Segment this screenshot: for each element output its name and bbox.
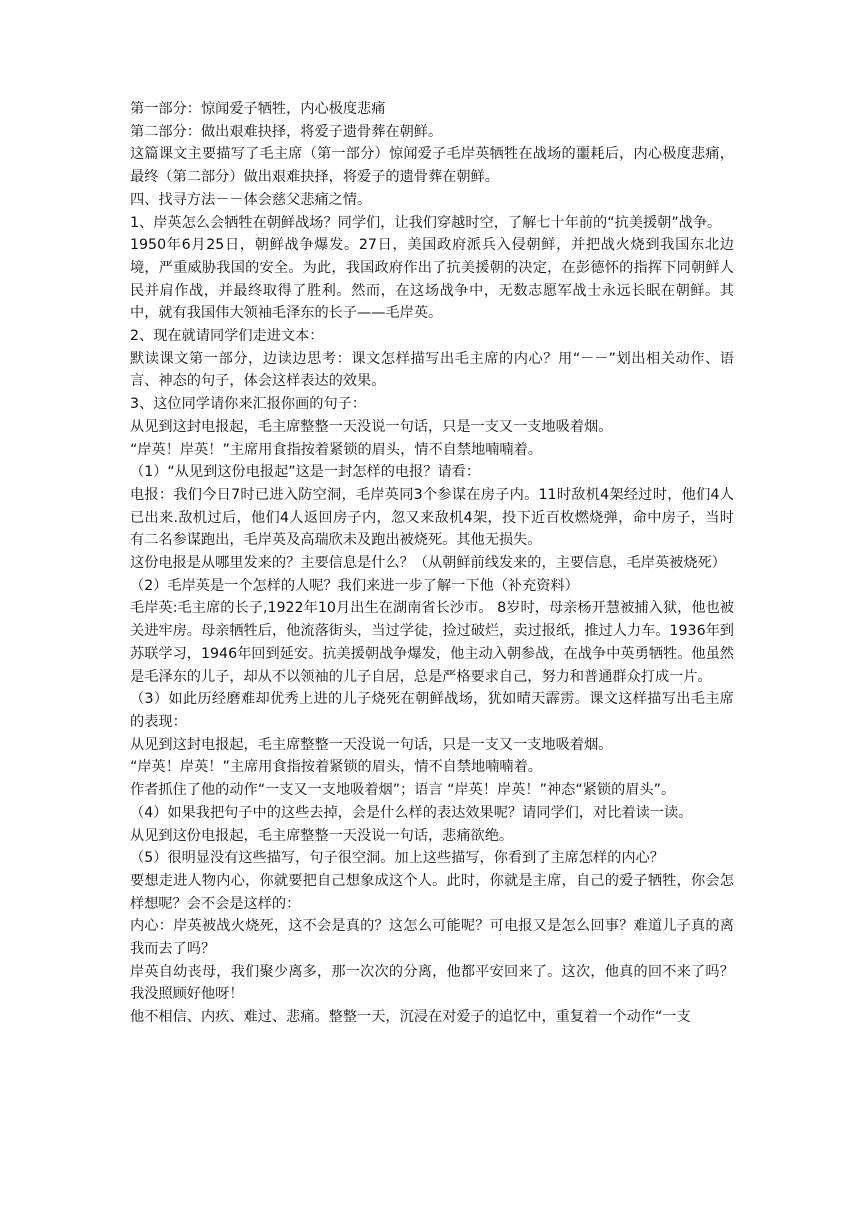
paragraph: 从见到这封电报起，毛主席整整一天没说一句话，只是一支又一支地吸着烟。 xyxy=(130,418,613,435)
paragraph: 岸英自幼丧母，我们聚少离多，那一次次的分离，他都平安回来了。这次，他真的回不来了吗？我没照顾好他呀！ xyxy=(130,963,734,1003)
paragraph: 1950年6月25日，朝鲜战争爆发。27日，美国政府派兵入侵朝鲜，并把战火烧到我国东北边境，严重威胁我国的安全。为此，我国政府作出了抗美援朝的决定，在彭德怀的指挥下同朝鲜人民并肩作战，并最终取得了胜利。然而，在这场战争中，无数志愿军战士永远长眠在朝鲜。其中，就有我国伟大领袖毛泽东的长子——毛岸英。 xyxy=(130,237,734,322)
paragraph: 这份电报是从哪里发来的？主要信息是什么？（从朝鲜前线发来的，主要信息，毛岸英被烧死） xyxy=(130,555,726,572)
paragraph: “岸英！岸英！”主席用食指按着紧锁的眉头，情不自禁地喃喃着。 xyxy=(130,759,542,776)
paragraph: 他不相信、内疚、难过、悲痛。整整一天，沉浸在对爱子的追忆中，重复着一个动作“一支 xyxy=(130,1009,691,1026)
paragraph: （4）如果我把句子中的这些去掉，会是什么样的表达效果呢？请同学们，对比着读一读。 xyxy=(130,804,693,821)
paragraph: 要想走进人物内心，你就要把自己想象成这个人。此时，你就是主席，自己的爱子牺牲，你会怎样想呢？会不会是这样的： xyxy=(130,872,734,912)
paragraph: （1）“从见到这份电报起”这是一封怎样的电报？请看： xyxy=(130,464,481,481)
paragraph: （3）如此历经磨难却优秀上进的儿子烧死在朝鲜战场，犹如晴天霹雳。课文这样描写出毛主席的表现： xyxy=(130,691,734,730)
paragraph: （2）毛岸英是一个怎样的人呢？我们来进一步了解一下他（补充资料） xyxy=(130,577,579,594)
paragraph: 毛岸英:毛主席的长子,1922年10月出生在湖南省长沙市。 8岁时，母亲杨开慧被捕入狱，他也被关进牢房。母亲牺牲后，他流落街头，当过学徒，捡过破烂，卖过报纸，推过人力车。1936年到苏联学习，1946年回到延安。抗美援朝战争爆发，他主动入朝参战，在战争中英勇牺牲。他虽然是毛泽东的儿子，却从不以领袖的儿子自居，总是严格要求自己，努力和普通群众打成一片。 xyxy=(130,600,734,685)
paragraph: 2、现在就请同学们走进文本： xyxy=(130,328,324,345)
paragraph: 第二部分：做出艰难抉择，将爱子遗骨葬在朝鲜。 xyxy=(130,123,443,140)
paragraph: （5）很明显没有这些描写，句子很空洞。加上这些描写，你看到了主席怎样的内心？ xyxy=(130,850,664,867)
paragraph: 默读课文第一部分，边读边思考：课文怎样描写出毛主席的内心？用“－－”划出相关动作、语言、神态的句子，体会这样表达的效果。 xyxy=(130,350,734,390)
paragraph: 这篇课文主要描写了毛主席（第一部分）惊闻爱子毛岸英牺牲在战场的噩耗后，内心极度悲痛，最终（第二部分）做出艰难抉择，将爱子的遗骨葬在朝鲜。 xyxy=(130,146,734,186)
paragraph: 内心：岸英被战火烧死，这不会是真的？这怎么可能呢？可电报又是怎么回事？难道儿子真的离我而去了吗？ xyxy=(130,918,734,958)
paragraph: 作者抓住了他的动作“一支又一支地吸着烟”；语言 “岸英！岸英！”神态“紧锁的眉头”。 xyxy=(130,782,676,799)
paragraph: 3、这位同学请你来汇报你画的句子： xyxy=(130,396,367,413)
document-page xyxy=(130,98,734,1029)
section-heading: 四、找寻方法－－体会慈父悲痛之情。 xyxy=(130,191,372,208)
paragraph: 从见到这份电报起，毛主席整整一天没说一句话，悲痛欲绝。 xyxy=(130,827,514,844)
paragraph: 1、岸英怎么会牺牲在朝鲜战场？同学们，让我们穿越时空，了解七十年前的“抗美援朝”战争。 xyxy=(130,214,722,231)
paragraph: 第一部分：惊闻爱子牺牲，内心极度悲痛 xyxy=(130,101,386,117)
paragraph: 从见到这封电报起，毛主席整整一天没说一句话，只是一支又一支地吸着烟。 xyxy=(130,736,613,753)
paragraph: “岸英！岸英！”主席用食指按着紧锁的眉头，情不自禁地喃喃着。 xyxy=(130,441,542,458)
paragraph: 电报：我们今日7时已进入防空洞，毛岸英同3个参谋在房子内。11时敌机4架经过时，他们4人已出来.敌机过后，他们4人返回房子内，忽又来敌机4架，投下近百枚燃烧弹，命中房子，当时有二名参谋跑出，毛岸英及高瑞欣未及跑出被烧死。其他无损失。 xyxy=(130,486,734,549)
